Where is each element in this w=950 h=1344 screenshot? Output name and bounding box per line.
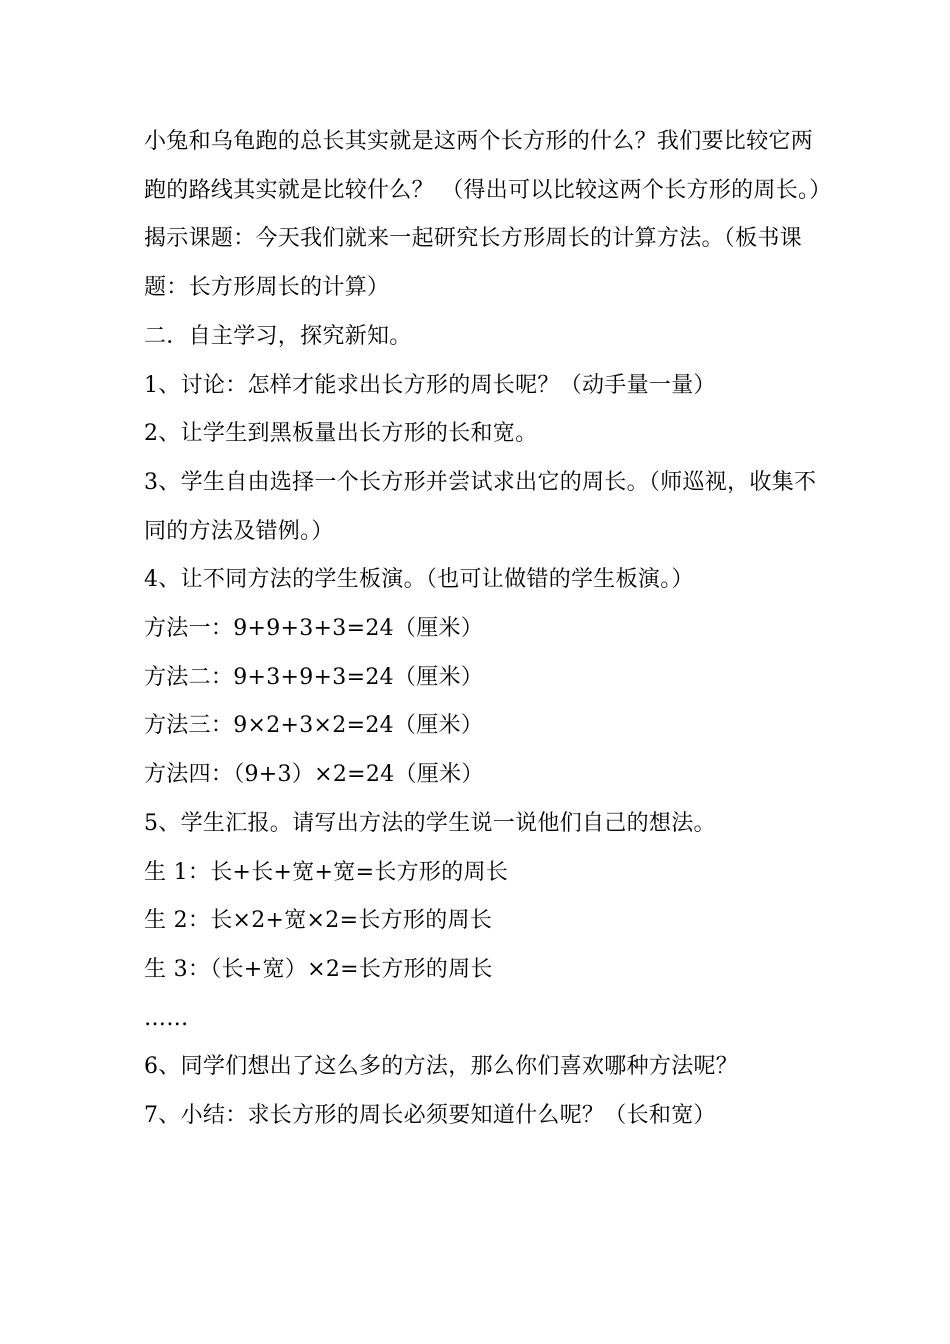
method-4: 方法四：（9+3）×2=24（厘米） — [144, 762, 484, 788]
step-3: 3、学生自由选择一个长方形并尝试求出它的周长。（师巡视，收集不同的方法及错例。） — [144, 469, 817, 544]
step-7-summary: 7、小结：求长方形的周长必须要知道什么呢？（长和宽） — [144, 1103, 716, 1129]
step-1: 1、讨论：怎样才能求出长方形的周长呢？（动手量一量） — [144, 372, 716, 398]
method-2: 方法二：9+3+9+3=24（厘米） — [144, 664, 484, 690]
student-answer-1: 生 1：长+长+宽+宽=长方形的周长 — [144, 859, 509, 885]
student-answer-3: 生 3：（长+宽）×2=长方形的周长 — [144, 956, 493, 982]
student-answer-2: 生 2：长×2+宽×2=长方形的周长 — [144, 908, 493, 934]
paragraph-topic: 揭示课题：今天我们就来一起研究长方形周长的计算方法。（板书课题：长方形周长的计算） — [144, 226, 803, 301]
method-1: 方法一：9+9+3+3=24（厘米） — [144, 616, 484, 642]
step-4: 4、让不同方法的学生板演。（也可让做错的学生板演。） — [144, 567, 694, 593]
section-heading: 二．自主学习，探究新知。 — [144, 323, 412, 349]
step-5: 5、学生汇报。请写出方法的学生说一说他们自己的想法。 — [144, 810, 716, 836]
ellipsis-line: …… — [144, 1005, 189, 1031]
paragraph-intro-question: 小兔和乌龟跑的总长其实就是这两个长方形的什么？我们要比较它两跑的路线其实就是比较什么？ （得出可以比较这两个长方形的周长。） — [144, 129, 832, 203]
method-3: 方法三：9×2+3×2=24（厘米） — [144, 713, 484, 739]
step-2: 2、让学生到黑板量出长方形的长和宽。 — [144, 421, 538, 447]
document-body — [144, 118, 832, 1141]
step-6: 6、同学们想出了这么多的方法，那么你们喜欢哪种方法呢？ — [144, 1054, 739, 1080]
